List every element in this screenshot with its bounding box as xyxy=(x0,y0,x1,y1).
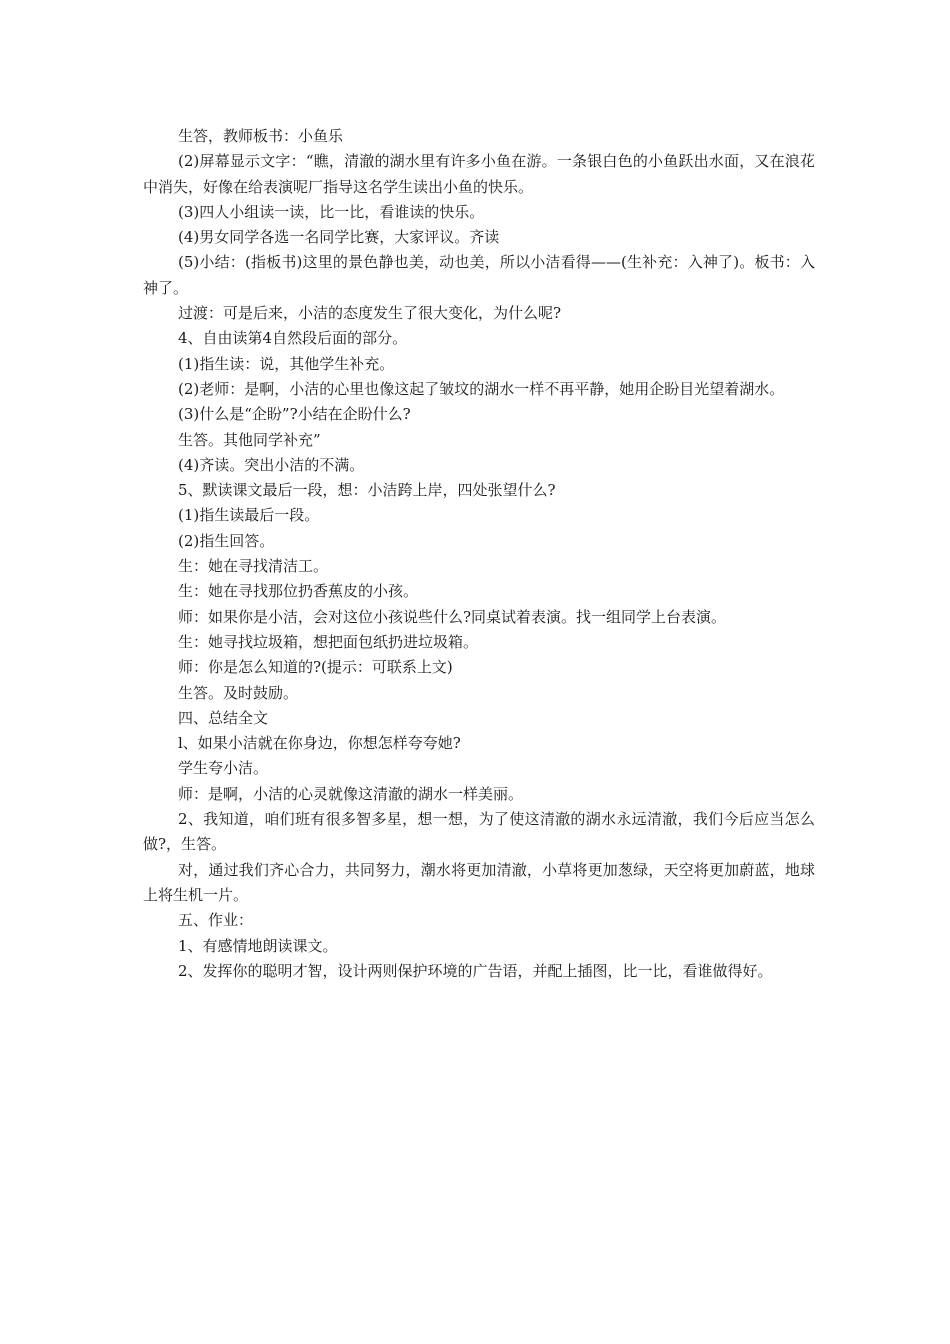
paragraph: 生答。其他同学补充” xyxy=(178,430,321,449)
paragraph: (2)屏幕显示文字：“瞧，清澈的湖水里有许多小鱼在游。一条银白色的小鱼跃出水面，又在浪花中消失，好像在给表演呢厂指导这名学生读出小鱼的快乐。 xyxy=(143,152,815,196)
section-heading: 四、总结全文 xyxy=(178,708,269,727)
paragraph: 学生夸小洁。 xyxy=(178,759,269,778)
paragraph: 4、自由读第4自然段后面的部分。 xyxy=(178,329,408,348)
paragraph: 生答。及时鼓励。 xyxy=(178,683,299,702)
paragraph: 2、我知道，咱们班有很多智多星，想一想，为了使这清澈的湖水永远清澈，我们今后应当怎么做?，生答。 xyxy=(143,810,815,854)
paragraph: (5)小结：(指板书)这里的景色静也美，动也美，所以小洁看得——(生补充：入神了)。板书：入神了。 xyxy=(143,253,815,297)
paragraph: (1)指生读最后一段。 xyxy=(178,506,320,525)
paragraph: 过渡：可是后来，小洁的态度发生了很大变化，为什么呢? xyxy=(178,304,562,323)
paragraph: (2)指生回答。 xyxy=(178,531,275,550)
paragraph: 2、发挥你的聪明才智，设计两则保护环境的广告语，并配上插图，比一比，看谁做得好。 xyxy=(178,961,773,980)
paragraph: (2)老师：是啊，小洁的心里也像这起了皱坟的湖水一样不再平静，她用企盼目光望着湖水。 xyxy=(178,379,785,398)
paragraph: (1)指生读：说，其他学生补充。 xyxy=(178,354,395,373)
paragraph: 生：她在寻找那位扔香蕉皮的小孩。 xyxy=(178,582,419,601)
paragraph: 生答，教师板书：小鱼乐 xyxy=(178,127,344,145)
document-body xyxy=(143,124,815,984)
paragraph: 师：是啊，小洁的心灵就像这清澈的湖水一样美丽。 xyxy=(178,784,524,803)
paragraph: (4)男女同学各选一名同学比赛，大家评议。齐读 xyxy=(178,228,500,247)
paragraph: l、如果小洁就在你身边，你想怎样夸夸她? xyxy=(178,734,461,753)
paragraph: 对，通过我们齐心合力，共同努力，潮水将更加清澈，小草将更加葱绿，天空将更加蔚蓝，地球上将生机一片。 xyxy=(143,860,815,904)
paragraph: (4)齐读。突出小洁的不满。 xyxy=(178,455,365,474)
paragraph: 师：你是怎么知道的?(提示：可联系上文) xyxy=(178,658,453,677)
paragraph: (3)什么是“企盼”?小结在企盼什么? xyxy=(178,405,411,424)
paragraph: (3)四人小组读一读，比一比，看谁读的快乐。 xyxy=(178,202,485,221)
paragraph: 生：她寻找垃圾箱，想把面包纸扔进垃圾箱。 xyxy=(178,632,479,651)
paragraph: 师：如果你是小洁，会对这位小孩说些什么?同桌试着表演。找一组同学上台表演。 xyxy=(178,607,727,626)
paragraph: 生：她在寻找清洁工。 xyxy=(178,557,329,576)
section-heading: 五、作业： xyxy=(178,911,254,930)
paragraph: 1、有感情地朗读课文。 xyxy=(178,936,338,955)
paragraph: 5、默读课文最后一段，想：小洁跨上岸，四处张望什么? xyxy=(178,481,556,500)
